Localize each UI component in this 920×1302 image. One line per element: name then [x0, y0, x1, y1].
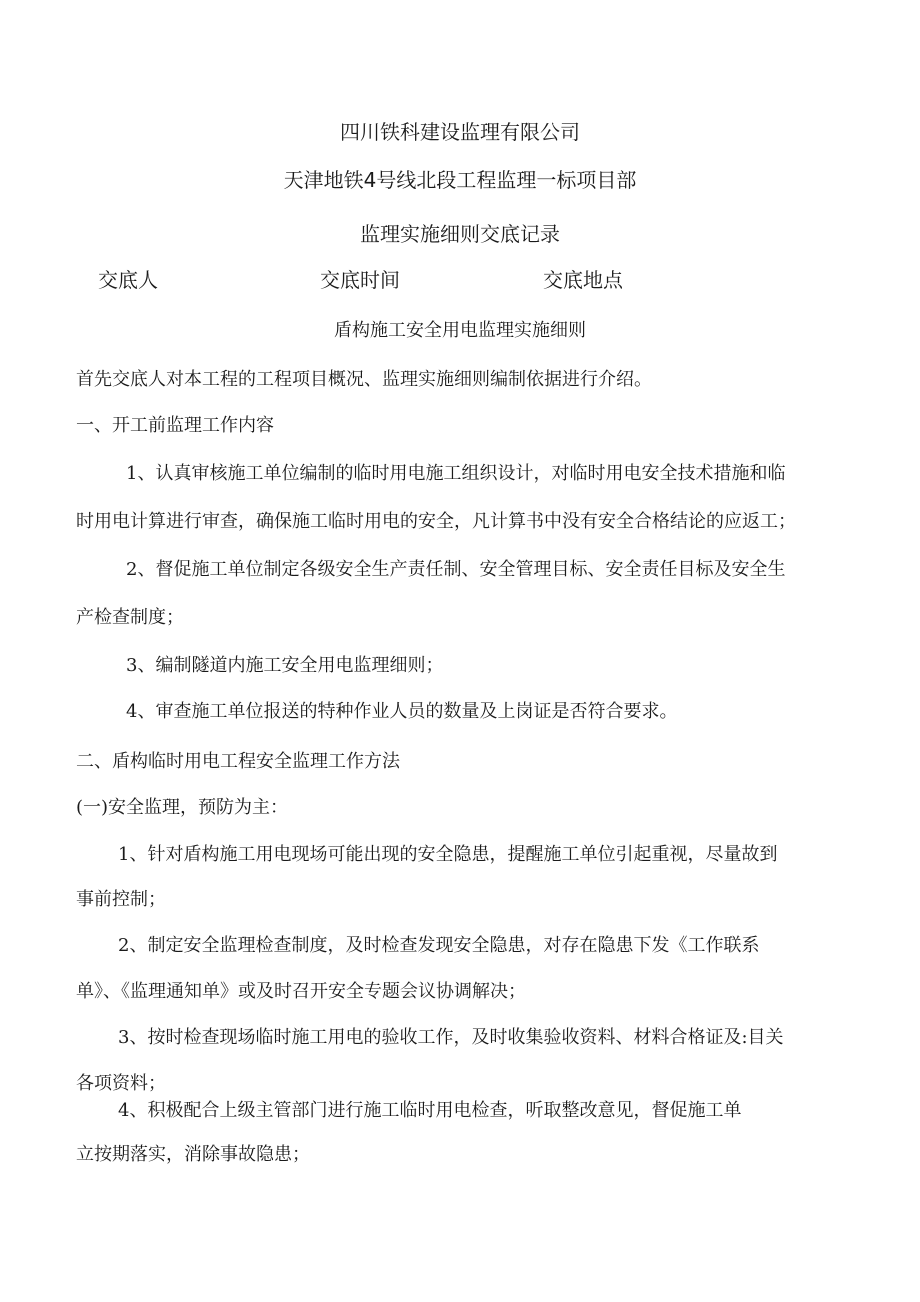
section1-item2-line1: 2、督促施工单位制定各级安全生产责任制、安全管理目标、安全责任目标及安全生: [126, 559, 786, 580]
section1-item4: 4、审查施工单位报送的特种作业人员的数量及上岗证是否符合要求。: [126, 701, 678, 722]
section2-item3-line1: 3、按时检查现场临时施工用电的验收工作，及时收集验收资料、材料合格证及:目关: [118, 1027, 784, 1048]
section2-item3-line2: 各项资料；: [76, 1073, 166, 1094]
section1-item3: 3、编制隧道内施工安全用电监理细则；: [126, 655, 444, 676]
presenter-label: 交底人: [98, 268, 158, 292]
section2-item4-line1: 4、积极配合上级主管部门进行施工临时用电检查，听取整改意见，督促施工单: [118, 1100, 742, 1121]
time-label: 交底时间: [320, 268, 400, 292]
section2-item1-line2: 事前控制；: [76, 889, 166, 910]
section2-item2-line1: 2、制定安全监理检查制度，及时检查发现安全隐患，对存在隐患下发《工作联系: [118, 935, 760, 956]
record-title: 监理实施细则交底记录: [360, 222, 560, 246]
document-title: 盾构施工安全用电监理实施细则: [334, 320, 586, 341]
section1-heading: 一、开工前监理工作内容: [76, 415, 274, 436]
company-name: 四川铁科建设监理有限公司: [340, 120, 580, 144]
section1-item1-line2: 时用电计算进行审查，确保施工临时用电的安全，凡计算书中没有安全合格结论的应返工；: [76, 511, 796, 532]
section2-item4-line2: 立按期落实，消除事故隐患；: [76, 1144, 310, 1165]
project-department: 天津地铁4号线北段工程监理一标项目部: [283, 168, 637, 192]
section2-item2-line2: 单》、《监理通知单》或及时召开安全专题会议协调解决；: [76, 981, 526, 1002]
section1-item1-line1: 1、认真审核施工单位编制的临时用电施工组织设计，对临时用电安全技术措施和临: [126, 463, 786, 484]
section2-item1-line1: 1、针对盾构施工用电现场可能出现的安全隐患，提醒施工单位引起重视，尽量故到: [118, 844, 778, 865]
section2-heading: 二、盾构临时用电工程安全监理工作方法: [76, 751, 400, 772]
section2-subheading: (一)安全监理，预防为主：: [76, 797, 289, 818]
intro-paragraph: 首先交底人对本工程的工程项目概况、监理实施细则编制依据进行介绍。: [76, 369, 652, 390]
section1-item2-line2: 产检查制度；: [76, 607, 184, 628]
place-label: 交底地点: [543, 268, 623, 292]
